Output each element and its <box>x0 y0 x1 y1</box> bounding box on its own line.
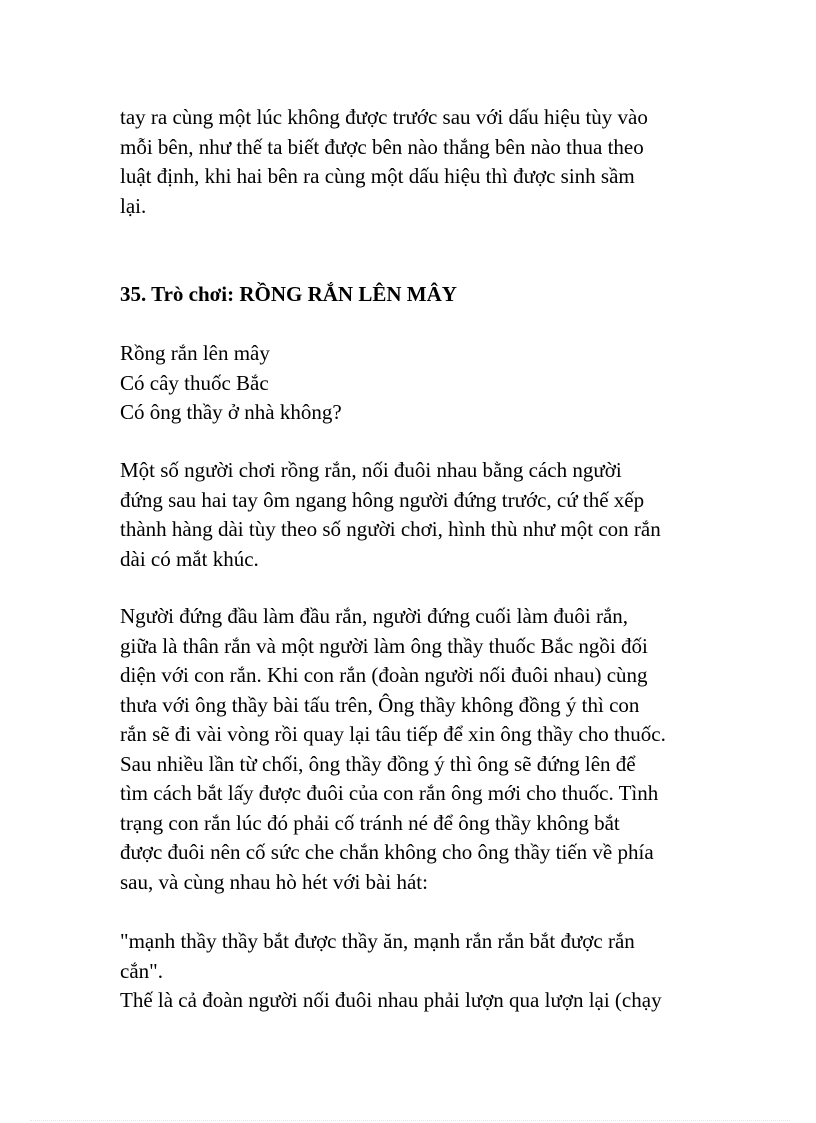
section-heading: 35. Trò chơi: RỒNG RẮN LÊN MÂY <box>120 282 457 306</box>
poem-verse: Rồng rắn lên mây Có cây thuốc Bắc Có ông thầy ở nhà không? <box>120 341 342 424</box>
paragraph-game-rules: Người đứng đầu làm đầu rắn, người đứng cuối làm đuôi rắn, giữa là thân rắn và một người làm ông thầy thuốc Bắc ngồi đối diện với con rắn. Khi con rắn (đoàn người nối đuôi nhau) cùng thưa với ông thầy bài tấu trên, Ông thầy không đồng ý thì con rắn sẽ đi vài vòng rồi quay lại tâu tiếp để xin ông thầy cho thuốc. Sau nhiều lần từ chối, ông thầy đồng ý thì ông sẽ đứng lên để tìm cách bắt lấy được đuôi của con rắn ông mới cho thuốc. Tình trạng con rắn lúc đó phải cố tránh né để ông thầy không bắt được đuôi nên cố sức che chắn không cho ông thầy tiến về phía sau, và cùng nhau hò hét với bài hát: <box>120 604 666 894</box>
paragraph-chant: "mạnh thầy thầy bắt được thầy ăn, mạnh rắn rắn bắt được rắn cắn". Thế là cả đoàn người nối đuôi nhau phải lượn qua lượn lại (chạy <box>120 929 662 1012</box>
page-bottom-divider <box>30 1120 790 1121</box>
intro-paragraph: tay ra cùng một lúc không được trước sau với dấu hiệu tùy vào mỗi bên, như thế ta biết được bên nào thắng bên nào thua theo luật định, khi hai bên ra cùng một dấu hiệu thì được sinh sầm lại. <box>120 105 648 218</box>
paragraph-game-setup: Một số người chơi rồng rắn, nối đuôi nhau bằng cách người đứng sau hai tay ôm ngang hông người đứng trước, cứ thế xếp thành hàng dài tùy theo số người chơi, hình thù như một con rắn dài có mắt khúc. <box>120 458 661 571</box>
